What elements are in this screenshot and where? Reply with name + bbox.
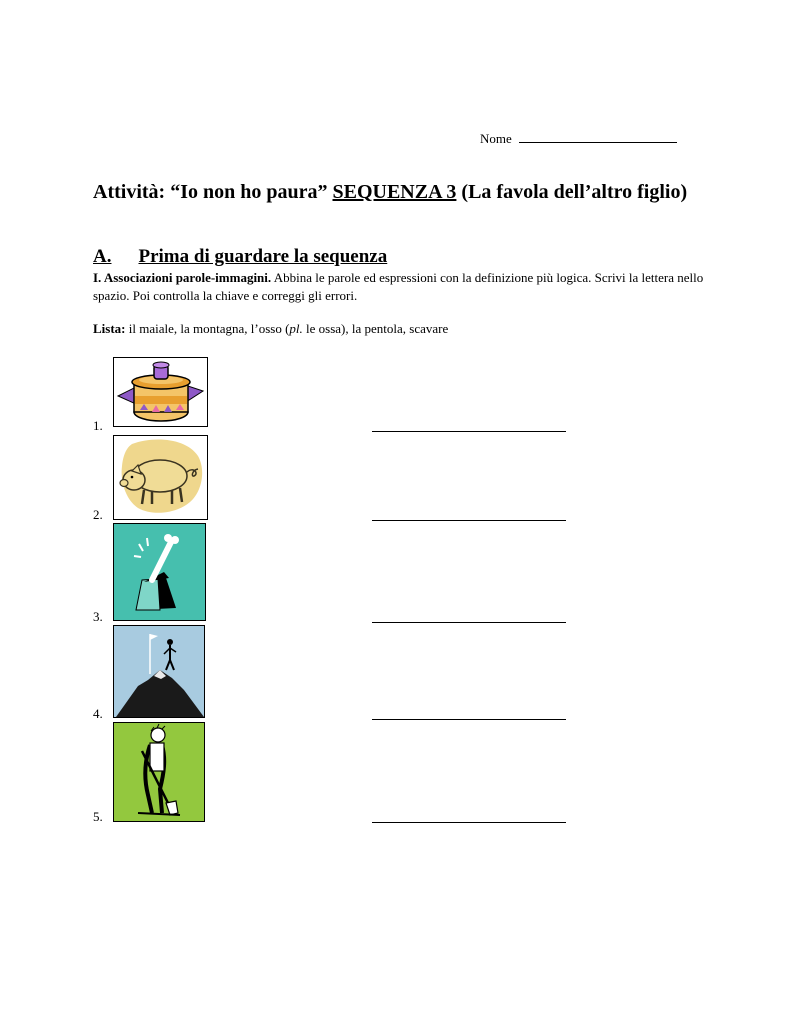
instructions (93, 269, 713, 305)
digging-image (113, 722, 205, 822)
bone-image (113, 523, 206, 621)
answer-line-4[interactable] (372, 718, 566, 720)
answer-line-5[interactable] (372, 821, 566, 823)
item-number: 3. (93, 609, 103, 624)
section-letter: A. (93, 246, 112, 267)
title-prefix: Attività: “Io non ho paura” (93, 181, 333, 203)
cooking-pot-image (113, 357, 208, 427)
section-a-heading (93, 246, 387, 268)
word-list (93, 321, 448, 337)
instructions-text: Abbina le parole ed espressioni con la definizione più logica. Scrivi la lettera nello spazio. Poi controlla la chiave e correggi gli errori. (93, 270, 704, 303)
name-field (480, 130, 677, 147)
title-suffix: (La favola dell’altro figlio) (456, 181, 688, 203)
word-list-label: Lista: (93, 321, 126, 336)
answer-line-1[interactable] (372, 430, 566, 432)
name-blank[interactable] (519, 130, 677, 143)
item-number: 1. (93, 418, 103, 433)
pig-image (113, 435, 208, 520)
answer-line-3[interactable] (372, 621, 566, 623)
word-list-text-1: il maiale, la montagna, l’osso ( (125, 321, 290, 336)
name-label: Nome (480, 131, 512, 146)
answer-line-2[interactable] (372, 519, 566, 521)
page-title (93, 180, 693, 204)
section-title: Prima di guardare la sequenza (138, 246, 388, 267)
word-list-text-2: le ossa), la pentola, scavare (302, 321, 449, 336)
instructions-label: I. Associazioni parole-immagini. (93, 270, 272, 285)
word-list-plural-abbr: pl. (289, 321, 303, 336)
item-number: 4. (93, 706, 103, 721)
item-number: 2. (93, 507, 103, 522)
mountain-image (113, 625, 205, 718)
title-sequence: SEQUENZA 3 (332, 181, 457, 203)
item-number: 5. (93, 809, 103, 824)
